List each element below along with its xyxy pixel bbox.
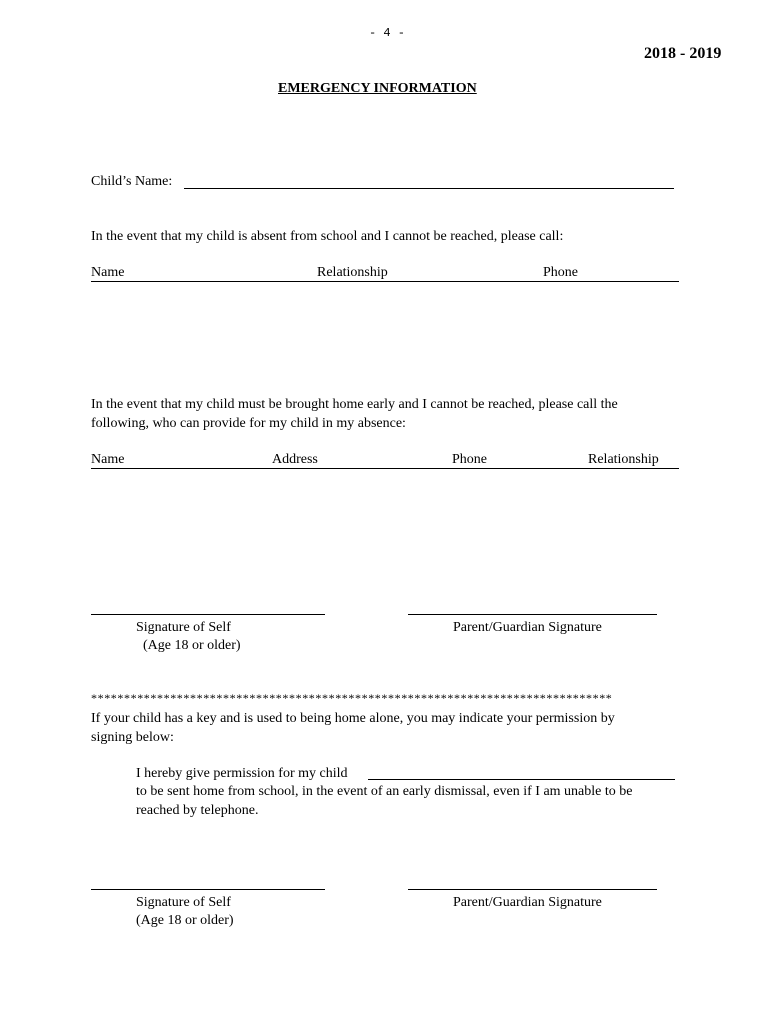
early-col-relationship: Relationship <box>588 452 659 467</box>
permission-line3: reached by telephone. <box>136 803 259 818</box>
permission-line1: I hereby give permission for my child <box>136 766 348 781</box>
home-alone-intro-line1: If your child has a key and is used to being home alone, you may indicate your permission by <box>91 711 615 726</box>
self-age-note-1: (Age 18 or older) <box>143 638 241 653</box>
self-signature-line-2[interactable] <box>91 889 325 890</box>
page-number: - 4 - <box>369 26 406 40</box>
early-col-name: Name <box>91 452 125 467</box>
early-header-rule <box>91 468 679 469</box>
school-year: 2018 - 2019 <box>644 45 722 62</box>
absent-header-rule <box>91 281 679 282</box>
absent-col-relationship: Relationship <box>317 265 388 280</box>
absent-col-phone: Phone <box>543 265 578 280</box>
early-col-address: Address <box>272 452 318 467</box>
home-alone-intro-line2: signing below: <box>91 730 174 745</box>
early-intro-line1: In the event that my child must be brought home early and I cannot be reached, please call the <box>91 397 618 412</box>
parent-signature-label-1: Parent/Guardian Signature <box>453 620 602 635</box>
early-col-phone: Phone <box>452 452 487 467</box>
self-signature-label-1: Signature of Self <box>136 620 231 635</box>
absent-col-name: Name <box>91 265 125 280</box>
child-name-label: Child’s Name: <box>91 174 173 189</box>
child-name-field[interactable] <box>184 188 674 189</box>
parent-signature-label-2: Parent/Guardian Signature <box>453 895 602 910</box>
early-intro-line2: following, who can provide for my child in my absence: <box>91 416 406 431</box>
page-title: EMERGENCY INFORMATION <box>278 81 477 96</box>
self-age-note-2: (Age 18 or older) <box>136 913 234 928</box>
self-signature-line-1[interactable] <box>91 614 325 615</box>
parent-signature-line-2[interactable] <box>408 889 657 890</box>
permission-line2: to be sent home from school, in the event of an early dismissal, even if I am unable to be <box>136 784 633 799</box>
parent-signature-line-1[interactable] <box>408 614 657 615</box>
asterisk-separator: ******************************************************************************* <box>91 691 613 705</box>
absent-intro: In the event that my child is absent from school and I cannot be reached, please call: <box>91 229 564 244</box>
self-signature-label-2: Signature of Self <box>136 895 231 910</box>
permission-child-name-field[interactable] <box>368 779 675 780</box>
